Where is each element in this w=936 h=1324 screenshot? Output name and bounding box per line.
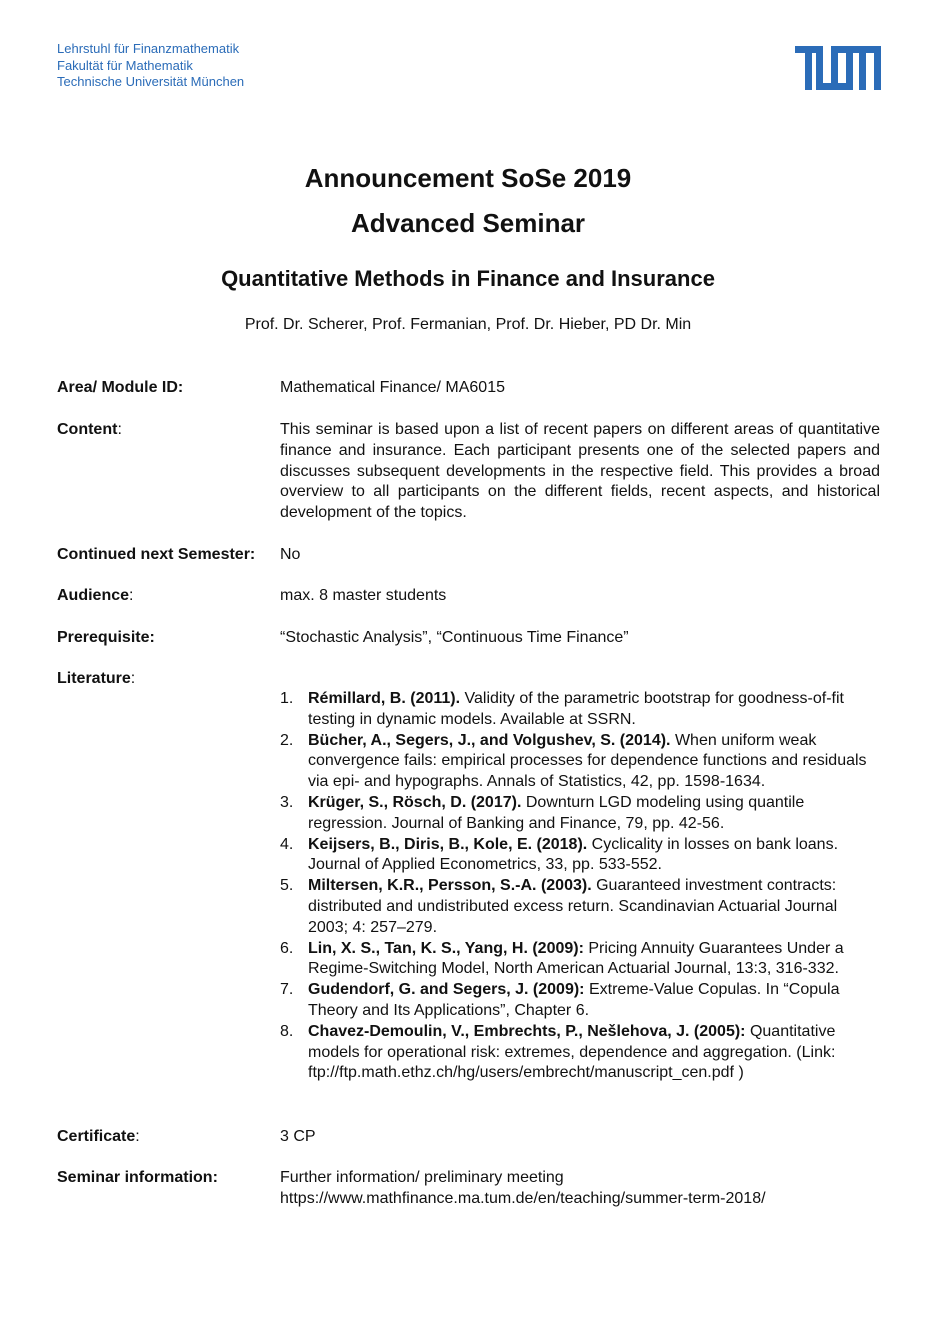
seminar-info-row bbox=[57, 1168, 880, 1210]
content-value: This seminar is based upon a list of recent papers on different areas of quantitative finance and insurance. Each participant presents one of the selected papers and discusses subsequent developments in the respective field. This provides a broad overview to all participants on the different fields, recent aspects, and historical development of the topics. bbox=[280, 421, 880, 522]
literature-item: 1. Rémillard, B. (2011). Validity of the parametric bootstrap for goodness-of-fit testing in dynamic models. Available at SSRN. bbox=[280, 690, 844, 728]
area-row bbox=[57, 378, 880, 399]
continued-label: Continued next Semester: bbox=[57, 546, 256, 563]
continued-value: No bbox=[280, 546, 301, 563]
continued-row bbox=[57, 545, 880, 566]
page-title: Announcement SoSe 2019 bbox=[304, 163, 632, 193]
literature-item: 7. Gudendorf, G. and Segers, J. (2009): Extreme-Value Copulas. In “Copula Theory and Its Applications”, Chapter 6. bbox=[280, 981, 840, 1019]
institution-chair: Lehrstuhl für Finanzmathematik bbox=[57, 41, 240, 56]
seminar-info-label: Seminar information: bbox=[57, 1169, 218, 1186]
certificate-row bbox=[57, 1127, 880, 1148]
institution-faculty: Fakultät für Mathematik bbox=[57, 57, 193, 73]
professors: Prof. Dr. Scherer, Prof. Fermanian, Prof. Dr. Hieber, PD Dr. Min bbox=[244, 316, 692, 333]
certificate-value: 3 CP bbox=[280, 1128, 316, 1145]
literature-item: 5. Miltersen, K.R., Persson, S.-A. (2003). Guaranteed investment contracts: distributed and undistributed excess return. Scandinavian Actuarial Journal 2003; 4: 257–279. bbox=[280, 877, 838, 936]
seminar-type: Advanced Seminar bbox=[350, 208, 586, 238]
content-label: Content: bbox=[57, 421, 122, 438]
audience-value: max. 8 master students bbox=[280, 587, 447, 604]
content-row bbox=[57, 420, 880, 524]
prerequisite-value: “Stochastic Analysis”, “Continuous Time Finance” bbox=[280, 629, 629, 646]
seminar-title: Quantitative Methods in Finance and Insurance bbox=[221, 266, 715, 291]
area-value: Mathematical Finance/ MA6015 bbox=[280, 379, 505, 396]
seminar-info-link[interactable]: https://www.mathfinance.ma.tum.de/en/teaching/summer-term-2018/ bbox=[280, 1189, 766, 1207]
institution-university: Technische Universität München bbox=[57, 74, 245, 89]
certificate-label: Certificate: bbox=[57, 1128, 140, 1145]
literature-label: Literature: bbox=[57, 670, 136, 687]
institution-block bbox=[57, 41, 244, 91]
area-label: Area/ Module ID: bbox=[57, 379, 184, 396]
audience-label: Audience: bbox=[57, 587, 134, 604]
audience-row bbox=[57, 586, 880, 607]
literature-list bbox=[280, 689, 880, 1084]
prerequisite-row bbox=[57, 628, 880, 649]
literature-item: 2. Bücher, A., Segers, J., and Volgushev, S. (2014). When uniform weak convergence fails: empirical processes for dependence functions and residuals via epi- and hypographs. Annals of Statistics, 42, pp. 1598-1634. bbox=[280, 731, 867, 791]
prerequisite-label: Prerequisite: bbox=[57, 629, 155, 646]
tum-logo bbox=[795, 46, 881, 90]
seminar-info-text: Further information/ preliminary meeting bbox=[280, 1169, 564, 1186]
seminar-info-value bbox=[280, 1168, 880, 1210]
literature-item: 3. Krüger, S., Rösch, D. (2017). Downturn LGD modeling using quantile regression. Journal of Banking and Finance, 79, pp. 42-56. bbox=[280, 793, 805, 832]
literature-item: 8. Chavez-Demoulin, V., Embrechts, P., Nešlehova, J. (2005): Quantitative models for operational risk: extremes, dependence and aggregation. (Link: ftp://ftp.math.ethz.ch/hg/users/embrecht/manuscript_cen.pdf ) bbox=[280, 1022, 836, 1082]
literature-item: 4. Keijsers, B., Diris, B., Kole, E. (2018). Cyclicality in losses on bank loans. Journal of Applied Econometrics, 33, pp. 533-552. bbox=[280, 835, 839, 874]
literature-item: 6. Lin, X. S., Tan, K. S., Yang, H. (2009): Pricing Annuity Guarantees Under a Regime-Switching Model, North American Actuarial Journal, 13:3, 316-332. bbox=[280, 939, 844, 978]
